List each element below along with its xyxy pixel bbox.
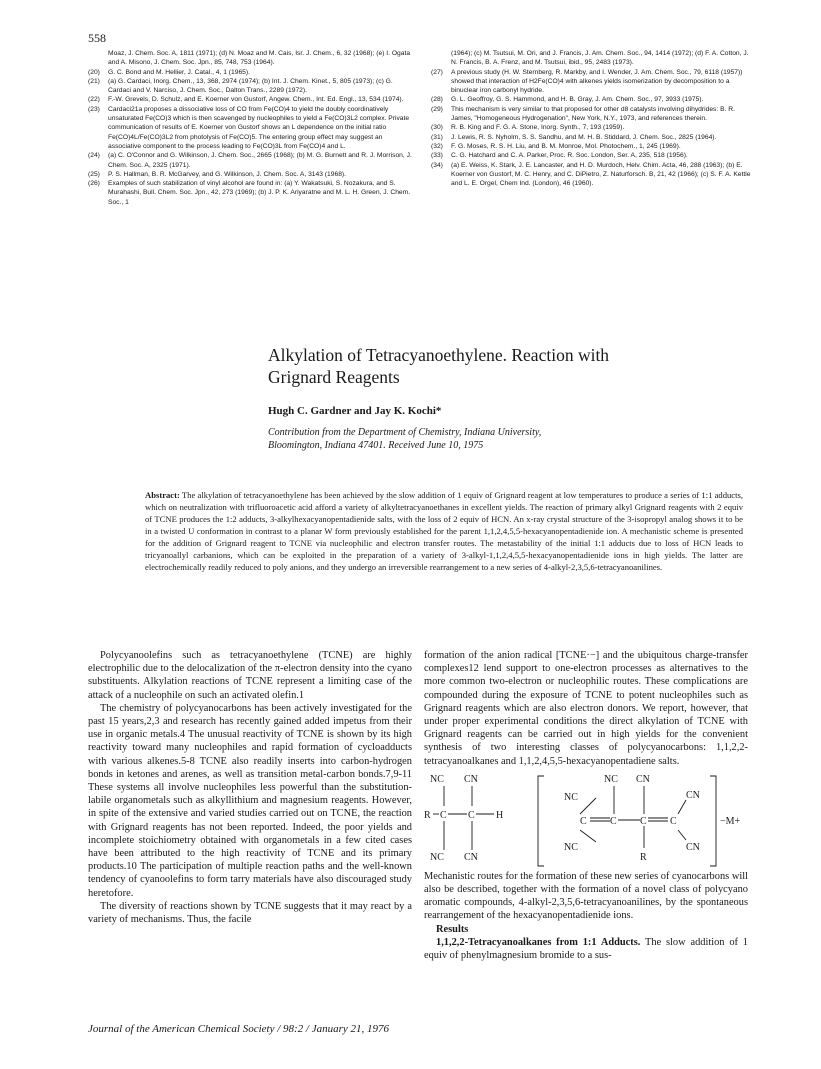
- reference-item: (26) Examples of such stabilization of vinyl alcohol are found in: (a) Y. Wakatsuki, S. Nozakura, and S. Murahashi, Bull. Chem. Soc. Jpn., 42, 273 (1969); (b) J. P. K. Ariyaratne and M. L. H. Green, J. Chem. Soc., 1: [88, 180, 411, 206]
- body-paragraph: Polycyanoolefins such as tetracyanoethylene (TCNE) are highly electrophilic due to the delocalization of the π-electron density into the cyano substituents. Alkylation reactions of TCNE represent a limiting case of the attack of a nucleophile on such an activated olefin.1: [88, 650, 412, 701]
- reference-item: (32) F. G. Moses, R. S. H. Liu, and B. M. Monroe, Mol. Photochem., 1, 245 (1969).: [431, 142, 681, 150]
- reference-item: (20) G. C. Bond and M. Hellier, J. Catal., 4, 1 (1965).: [88, 68, 250, 76]
- reference-item: (1964); (c) M. Tsutsui, M. Ori, and J. Francis, J. Am. Chem. Soc., 94, 1414 (1972); (d) F. A. Cotton, J. N. Francis, B. A. Frenz, and M. Tsutsui, ibid., 95, 2483 (1973).: [451, 50, 749, 67]
- struct2-cn-right: CN: [686, 789, 700, 801]
- body-paragraph: formation of the anion radical [TCNE·−] and the ubiquitous charge-transfer complexes12 lend support to one-electron processes as alternatives to the more common two-electron or nucleophilic routes. These complications are compounded during the exposure of TCNE to potent nucleophiles such as Grignard reagents which are also electron donors. We report, however, that under proper experimental conditions the direct alkylation of TCNE with Grignard reagents can be carried out in high yields for the convenient synthesis of two interesting classes of polycyanocarbons: 1,1,2,2-tetracyanoalkanes and 1,1,2,4,5,5-hexacyanopentadiene salts.: [424, 650, 748, 767]
- struct2-counterion: −M+: [720, 815, 741, 827]
- reference-item: (29) This mechanism is very similar to that proposed for other d8 catalysts involving dihydrides: B. R. James, "Homogeneous Hydrogenation", New York, N.Y., 1973, and references therein.: [431, 105, 735, 123]
- struct2-cn-right-lower: CN: [686, 841, 700, 853]
- struct1-nc-top: NC: [430, 773, 444, 785]
- references-right: [431, 49, 757, 188]
- results-paragraph: 1,1,2,2-Tetracyanoalkanes from 1:1 Adducts. The slow addition of 1 equiv of phenylmagnesium bromide to a sus-: [424, 936, 748, 962]
- reference-item: (27) A previous study (H. W. Sternberg, R. Markby, and I. Wender, J. Am. Chem. Soc., 79, 6118 (1957)) showed that interaction of H2Fe(CO)4 with alkenes yields isomerization by decomposition to a binuclear iron carbonyl hydride.: [431, 68, 743, 95]
- abstract-text: The alkylation of tetracyanoethylene has been achieved by the slow addition of 1 equiv of Grignard reagent at low temperatures to produce a series of 1:1 adducts, which on neutralization with trifluoroacetic acid afford a variety of alkyltetracyanoethanes in excellent yields. The reaction of primary alkyl Grignard reagents with 2 equiv of TCNE produces the 1:2 adducts, 3-alkylhexacyanopentadienide salts, with the loss of 2 equiv of HCN. An x-ray crystal structure of the 3-isopropyl analog shows it to be in a twisted U conformation in contrast to a planar W form previously established for the parent 1,1,2,4,5,5-hexacyanopentadienide ion. A mechanistic scheme is presented for the addition of Grignard reagent to TCNE via nucleophilic and electron transfer routes. The metastability of the initial 1:1 adducts due to loss of HCN leads to tricyanoallyl carbanions, which can be exploited in the preparation of a variety of 3-alkyl-1,1,2,4,5,5-hexacyanopentadienide ions in high yields. The latter are electrochemically readily reduced to poly anions, and they undergo an irreversible rearrangement to a new series of 4-alkyl-2,3,5,6-tetracyanoanilines.: [145, 490, 743, 572]
- struct2-r: R: [640, 851, 647, 863]
- section-heading: Results: [436, 923, 469, 935]
- reference-item: (23) Cardaci21a proposes a dissociative loss of CO from Fe(CO)4 to yield the doubly coordinatively unsaturated Fe(CO)3 which is then scavenged by nucleophiles to yield a Fe(CO)3L2 complex. Private communication of results of E. Koerner von Gustorf shows an L dependence on the initial ratio Fe(CO)4L/Fe(CO)3L2 from photolysis of Fe(CO)5. The entering group effect may suggest an associative component to the process leading to Fe(CO)3L from Fe(CO)4 and L.: [88, 105, 410, 150]
- struct1-c2: C: [468, 809, 475, 821]
- struct1-c1: C: [440, 809, 447, 821]
- struct2-cn-top: CN: [636, 773, 650, 785]
- struct2-nc-left-lower: NC: [564, 841, 578, 853]
- reference-item: (33) C. G. Hatchard and C. A. Parker, Proc. R. Soc. London, Ser. A, 235, 518 (1956).: [431, 152, 688, 160]
- reference-item: (34) (a) E. Weiss, K. Stark, J. E. Lancaster, and H. D. Murdoch, Helv. Chim. Acta, 46, 288 (1963); (b) E. Koerner von Gustorf, M. C. Henry, and C. DiPietro, Z. Naturforsch. B, 21, 42 (1966); (c) S. F. A. Kettle and L. E. Orgel, Chem Ind. (London), 46 (1960).: [431, 161, 751, 188]
- reference-item: Moaz, J. Chem. Soc. A, 1811 (1971); (d) N. Moaz and M. Cais, Isr. J. Chem., 6, 32 (1968); (e) I. Ogata and A. Misono, J. Chem. Soc. Jpn., 85, 748, 753 (1964).: [108, 50, 411, 67]
- struct2-nc-top: NC: [604, 773, 618, 785]
- reference-item: (30) R. B. King and F. G. A. Stone, Inorg. Synth., 7, 193 (1959).: [431, 124, 625, 132]
- structure-diagram: [424, 770, 748, 868]
- reference-item: (28) G. L. Geoffroy, G. S. Hammond, and H. B. Gray, J. Am. Chem. Soc., 97, 3933 (1975).: [431, 96, 704, 104]
- struct1-r: R: [424, 809, 431, 821]
- struct1-h: H: [496, 809, 504, 821]
- body-column-right: [424, 649, 748, 962]
- subsection-heading: 1,1,2,2-Tetracyanoalkanes from 1:1 Adducts.: [436, 936, 641, 948]
- reference-item: (25) P. S. Hallman, B. R. McGarvey, and G. Wilkinson, J. Chem. Soc. A, 3143 (1968).: [88, 170, 346, 178]
- reference-item: (22) F.-W. Grevels, D. Schulz, and E. Koerner von Gustorf, Angew. Chem., Int. Ed. Engl., 13, 534 (1974).: [88, 96, 404, 104]
- journal-footer: Journal of the American Chemical Society / 98:2 / January 21, 1976: [88, 1023, 390, 1035]
- reference-item: (31) J. Lewis, R. S. Nyholm, S. S. Sandhu, and M. H. B. Stiddard, J. Chem. Soc., 2825 (1964).: [431, 133, 717, 141]
- reference-item: (21) (a) G. Cardaci, Inorg. Chem., 13, 368, 2974 (1974); (b) Int. J. Chem. Kinet., 5, 805 (1973); (c) G. Cardaci and V. Narciso, J. Chem. Soc., Dalton Trans., 2289 (1972).: [88, 77, 393, 95]
- struct2-c-right: C: [670, 815, 677, 827]
- body-column-left: [88, 649, 412, 926]
- chemical-structures: [424, 770, 748, 868]
- struct1-cn-bot: CN: [464, 851, 478, 863]
- struct2-nc-left: NC: [564, 791, 578, 803]
- reference-item: (24) (a) C. O'Connor and G. Wilkinson, J. Chem. Soc., 2665 (1968); (b) M. G. Burnett and R. J. Morrison, J. Chem. Soc. A, 2325 (1971).: [88, 152, 412, 169]
- body-paragraph: The diversity of reactions shown by TCNE suggests that it may react by a variety of mechanisms. Thus, the facile: [88, 900, 412, 926]
- article-authors: Hugh C. Gardner and Jay K. Kochi*: [268, 405, 442, 417]
- article-affiliation: Contribution from the Department of Chemistry, Indiana University, Bloomington, Indiana 47401. Received June 10, 1975: [268, 427, 542, 451]
- struct2-c-mid1: C: [610, 815, 617, 827]
- abstract-label: Abstract:: [145, 490, 180, 500]
- article-title: Alkylation of Tetracyanoethylene. Reaction with Grignard Reagents: [268, 345, 610, 387]
- body-paragraph: Mechanistic routes for the formation of these new series of cyanocarbons will also be described, together with the formation of a novel class of polycyano aromatic compounds, 4-alkyl-2,3,5,6-tetracyanoanilines, by the spontaneous rearrangement of the hexacyanopentadienide ions.: [424, 870, 748, 922]
- abstract: [145, 489, 743, 573]
- page-number: 558: [88, 31, 106, 45]
- struct1-nc-bot: NC: [430, 851, 444, 863]
- body-paragraph: The chemistry of polycyanocarbons has been actively investigated for the past 15 years,2,3 and research has recently gained added impetus from their use in organic metals.4 The unusual reactivity of TCNE is shown by its high reactivity toward many nucleophiles and rapid formation of cycloadducts with various alkenes.5-8 TCNE also readily inserts into carbon-hydrogen bonds in ketones and arenes, as well as transition metal-carbon bonds.7,9-11 These systems all involve nucleophiles less powerful than the substitution-labile organometals such as alkyllithium and magnesium reagents. However, in spite of the extensive and varied studies carried out on TCNE, the reaction with Grignard reagents has not been reported. Indeed, the poor yields and incomplete stoichiometry obtained with organometals in a few cited cases have been attributed to the high reactivity of TCNE and its primary products.10 The participation of multiple reaction paths and the well-known tendency of cyanoolefins to form tarry materials have also discouraged study heretofore.: [88, 702, 412, 899]
- struct2-c-left: C: [580, 815, 587, 827]
- struct1-cn-top: CN: [464, 773, 478, 785]
- references-left: [88, 49, 414, 207]
- struct2-c-mid2: C: [640, 815, 647, 827]
